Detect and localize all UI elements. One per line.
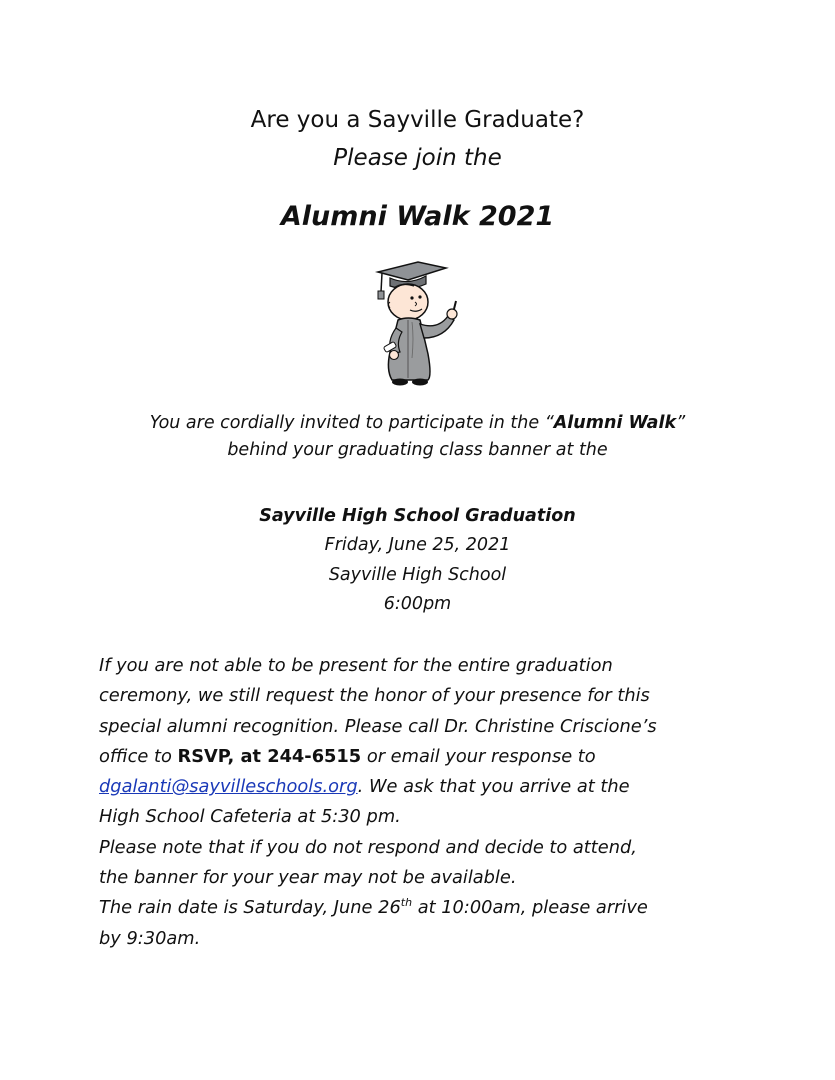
graduate-cartoon-icon [368,258,472,388]
details-line: The rain date is Saturday, June 26th at 10:00am, please arrive [99,896,648,919]
rsvp-email-link[interactable]: dgalanti@sayvilleschools.org [99,776,358,798]
details-line: ceremony, we still request the honor of your presence for this [99,685,650,707]
details-line: special alumni recognition. Please call Dr. Christine Criscione’s [99,715,657,737]
event-time: 6:00pm [383,594,452,614]
details-line: the banner for your year may not be available. [99,867,517,889]
alumni-walk-emphasis: Alumni Walk [553,413,677,433]
rsvp-phone: RSVP, at 244-6515 [177,745,362,767]
details-paragraph [99,651,799,954]
details-line: Please note that if you do not respond and decide to attend, [99,836,637,858]
graduate-question: Are you a Sayville Graduate? [250,107,585,133]
join-line: Please join the [333,145,502,171]
details-line: If you are not able to be present for the entire graduation [99,655,613,676]
details-line: dgalanti@sayvilleschools.org. We ask that you arrive at the [99,776,630,798]
details-line: High School Cafeteria at 5:30 pm. [99,806,401,828]
details-line: office to RSVP, at 244-6515 or email your response to [99,745,596,767]
invitation-line-2: behind your graduating class banner at the [227,440,608,460]
details-line: by 9:30am. [99,927,201,949]
ordinal-suffix: th [400,896,413,910]
event-heading: Alumni Walk 2021 [280,201,555,232]
event-date: Friday, June 25, 2021 [324,535,511,555]
event-location: Sayville High School [328,565,507,585]
invitation-line-1: You are cordially invited to participate in the “Alumni Walk” [149,413,686,433]
event-title: Sayville High School Graduation [259,506,576,526]
invitation-text [0,410,835,464]
